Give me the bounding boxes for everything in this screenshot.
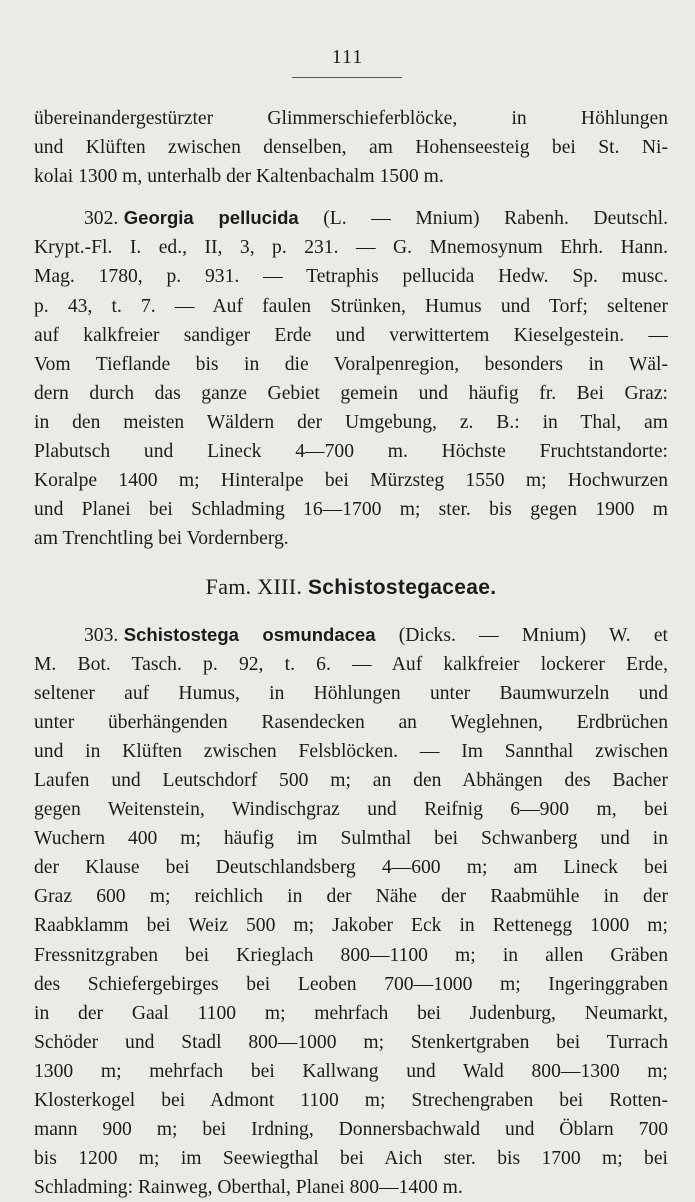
text-line: der Klause bei Deutschlandsberg 4—600 m; am Lineck bei	[34, 857, 668, 879]
entry-number: 303.	[84, 624, 119, 646]
entry-302-first-line	[34, 203, 668, 233]
text-line: unter überhängenden Rasendecken an Weglehnen, Erdbrüchen	[34, 711, 668, 733]
text-line: Vom Tieflande bis in die Voralpenregion, besonders in Wäl-	[34, 353, 668, 375]
text-line: Graz 600 m; reichlich in der Nähe der Raabmühle in der	[34, 886, 668, 908]
text-line: (Dicks. — Mnium) W. et	[375, 624, 668, 646]
text-line: seltener auf Humus, in Höhlungen unter Baumwurzeln und	[34, 682, 668, 704]
body-text	[34, 104, 668, 1202]
text-line: gegen Weitenstein, Windischgraz und Reifnig 6—900 m, bei	[34, 799, 668, 821]
page-number-rule	[292, 77, 402, 78]
entry-303-first-line	[34, 620, 668, 650]
text-line: Schöder und Stadl 800—1000 m; Stenkertgraben bei Turrach	[34, 1031, 668, 1053]
page-number: 111	[331, 46, 364, 68]
text-line: bis 1200 m; im Seewiegthal bei Aich ster. bis 1700 m; bei	[34, 1148, 668, 1170]
text-line: auf kalkfreier sandiger Erde und verwittertem Kieselgestein. —	[34, 324, 668, 346]
text-line: M. Bot. Tasch. p. 92, t. 6. — Auf kalkfreier lockerer Erde,	[34, 653, 668, 675]
text-line: dern durch das ganze Gebiet gemein und häufig fr. Bei Graz:	[34, 382, 668, 404]
species-name: Schistostega osmundacea	[123, 623, 376, 645]
family-name: Schistostegaceae.	[307, 576, 497, 600]
text-line: Wuchern 400 m; häufig im Sulmthal bei Schwanberg und in	[34, 828, 668, 850]
text-line: in der Gaal 1100 m; mehrfach bei Judenburg, Neumarkt,	[34, 1002, 668, 1024]
species-name: Georgia pellucida	[123, 207, 299, 229]
text-line: des Schiefergebirges bei Leoben 700—1000 m; Ingeringgraben	[34, 973, 668, 995]
text-line: am Trenchtling bei Vordernberg.	[34, 528, 289, 550]
text-line: Koralpe 1400 m; Hinteralpe bei Mürzsteg 1550 m; Hochwurzen	[34, 470, 668, 492]
family-prefix: Fam. XIII.	[205, 574, 303, 600]
text-line: p. 43, t. 7. — Auf faulen Strünken, Humus und Torf; seltener	[34, 295, 668, 317]
text-line: und Planei bei Schladming 16—1700 m; ster. bis gegen 1900 m	[34, 499, 668, 521]
text-line: Schladming: Rainweg, Oberthal, Planei 800—1400 m.	[34, 1177, 463, 1199]
text-line: in den meisten Wäldern der Umgebung, z. B.: in Thal, am	[34, 411, 668, 433]
text-line: Mag. 1780, p. 931. — Tetraphis pellucida Hedw. Sp. musc.	[34, 266, 668, 288]
text-line: und Klüften zwischen denselben, am Hohenseesteig bei St. Ni-	[34, 137, 668, 159]
text-line: Krypt.-Fl. I. ed., II, 3, p. 231. — G. Mnemosynum Ehrh. Hann.	[34, 237, 668, 259]
text-line: übereinandergestürzter Glimmerschieferblöcke, in Höhlungen	[34, 108, 668, 129]
text-line: Fressnitzgraben bei Krieglach 800—1100 m; in allen Gräben	[34, 944, 668, 966]
entry-number: 302.	[84, 208, 119, 230]
family-heading	[34, 572, 668, 602]
text-line: Klosterkogel bei Admont 1100 m; Strechengraben bei Rotten-	[34, 1090, 668, 1111]
text-line: 1300 m; mehrfach bei Kallwang und Wald 800—1300 m;	[34, 1060, 668, 1082]
paragraph-gap	[34, 191, 668, 203]
text-line: Raabklamm bei Weiz 500 m; Jakober Eck in Rettenegg 1000 m;	[34, 915, 668, 937]
text-line: Plabutsch und Lineck 4—700 m. Höchste Fruchtstandorte:	[34, 441, 668, 463]
text-line: mann 900 m; bei Irdning, Donnersbachwald und Öblarn 700	[34, 1119, 668, 1141]
text-line: kolai 1300 m, unterhalb der Kaltenbachalm 1500 m.	[34, 166, 444, 188]
text-line: Laufen und Leutschdorf 500 m; an den Abhängen des Bacher	[34, 769, 668, 791]
text-line: (L. — Mnium) Rabenh. Deutschl.	[298, 208, 668, 230]
text-line: und in Klüften zwischen Felsblöcken. — Im Sannthal zwischen	[34, 740, 668, 762]
